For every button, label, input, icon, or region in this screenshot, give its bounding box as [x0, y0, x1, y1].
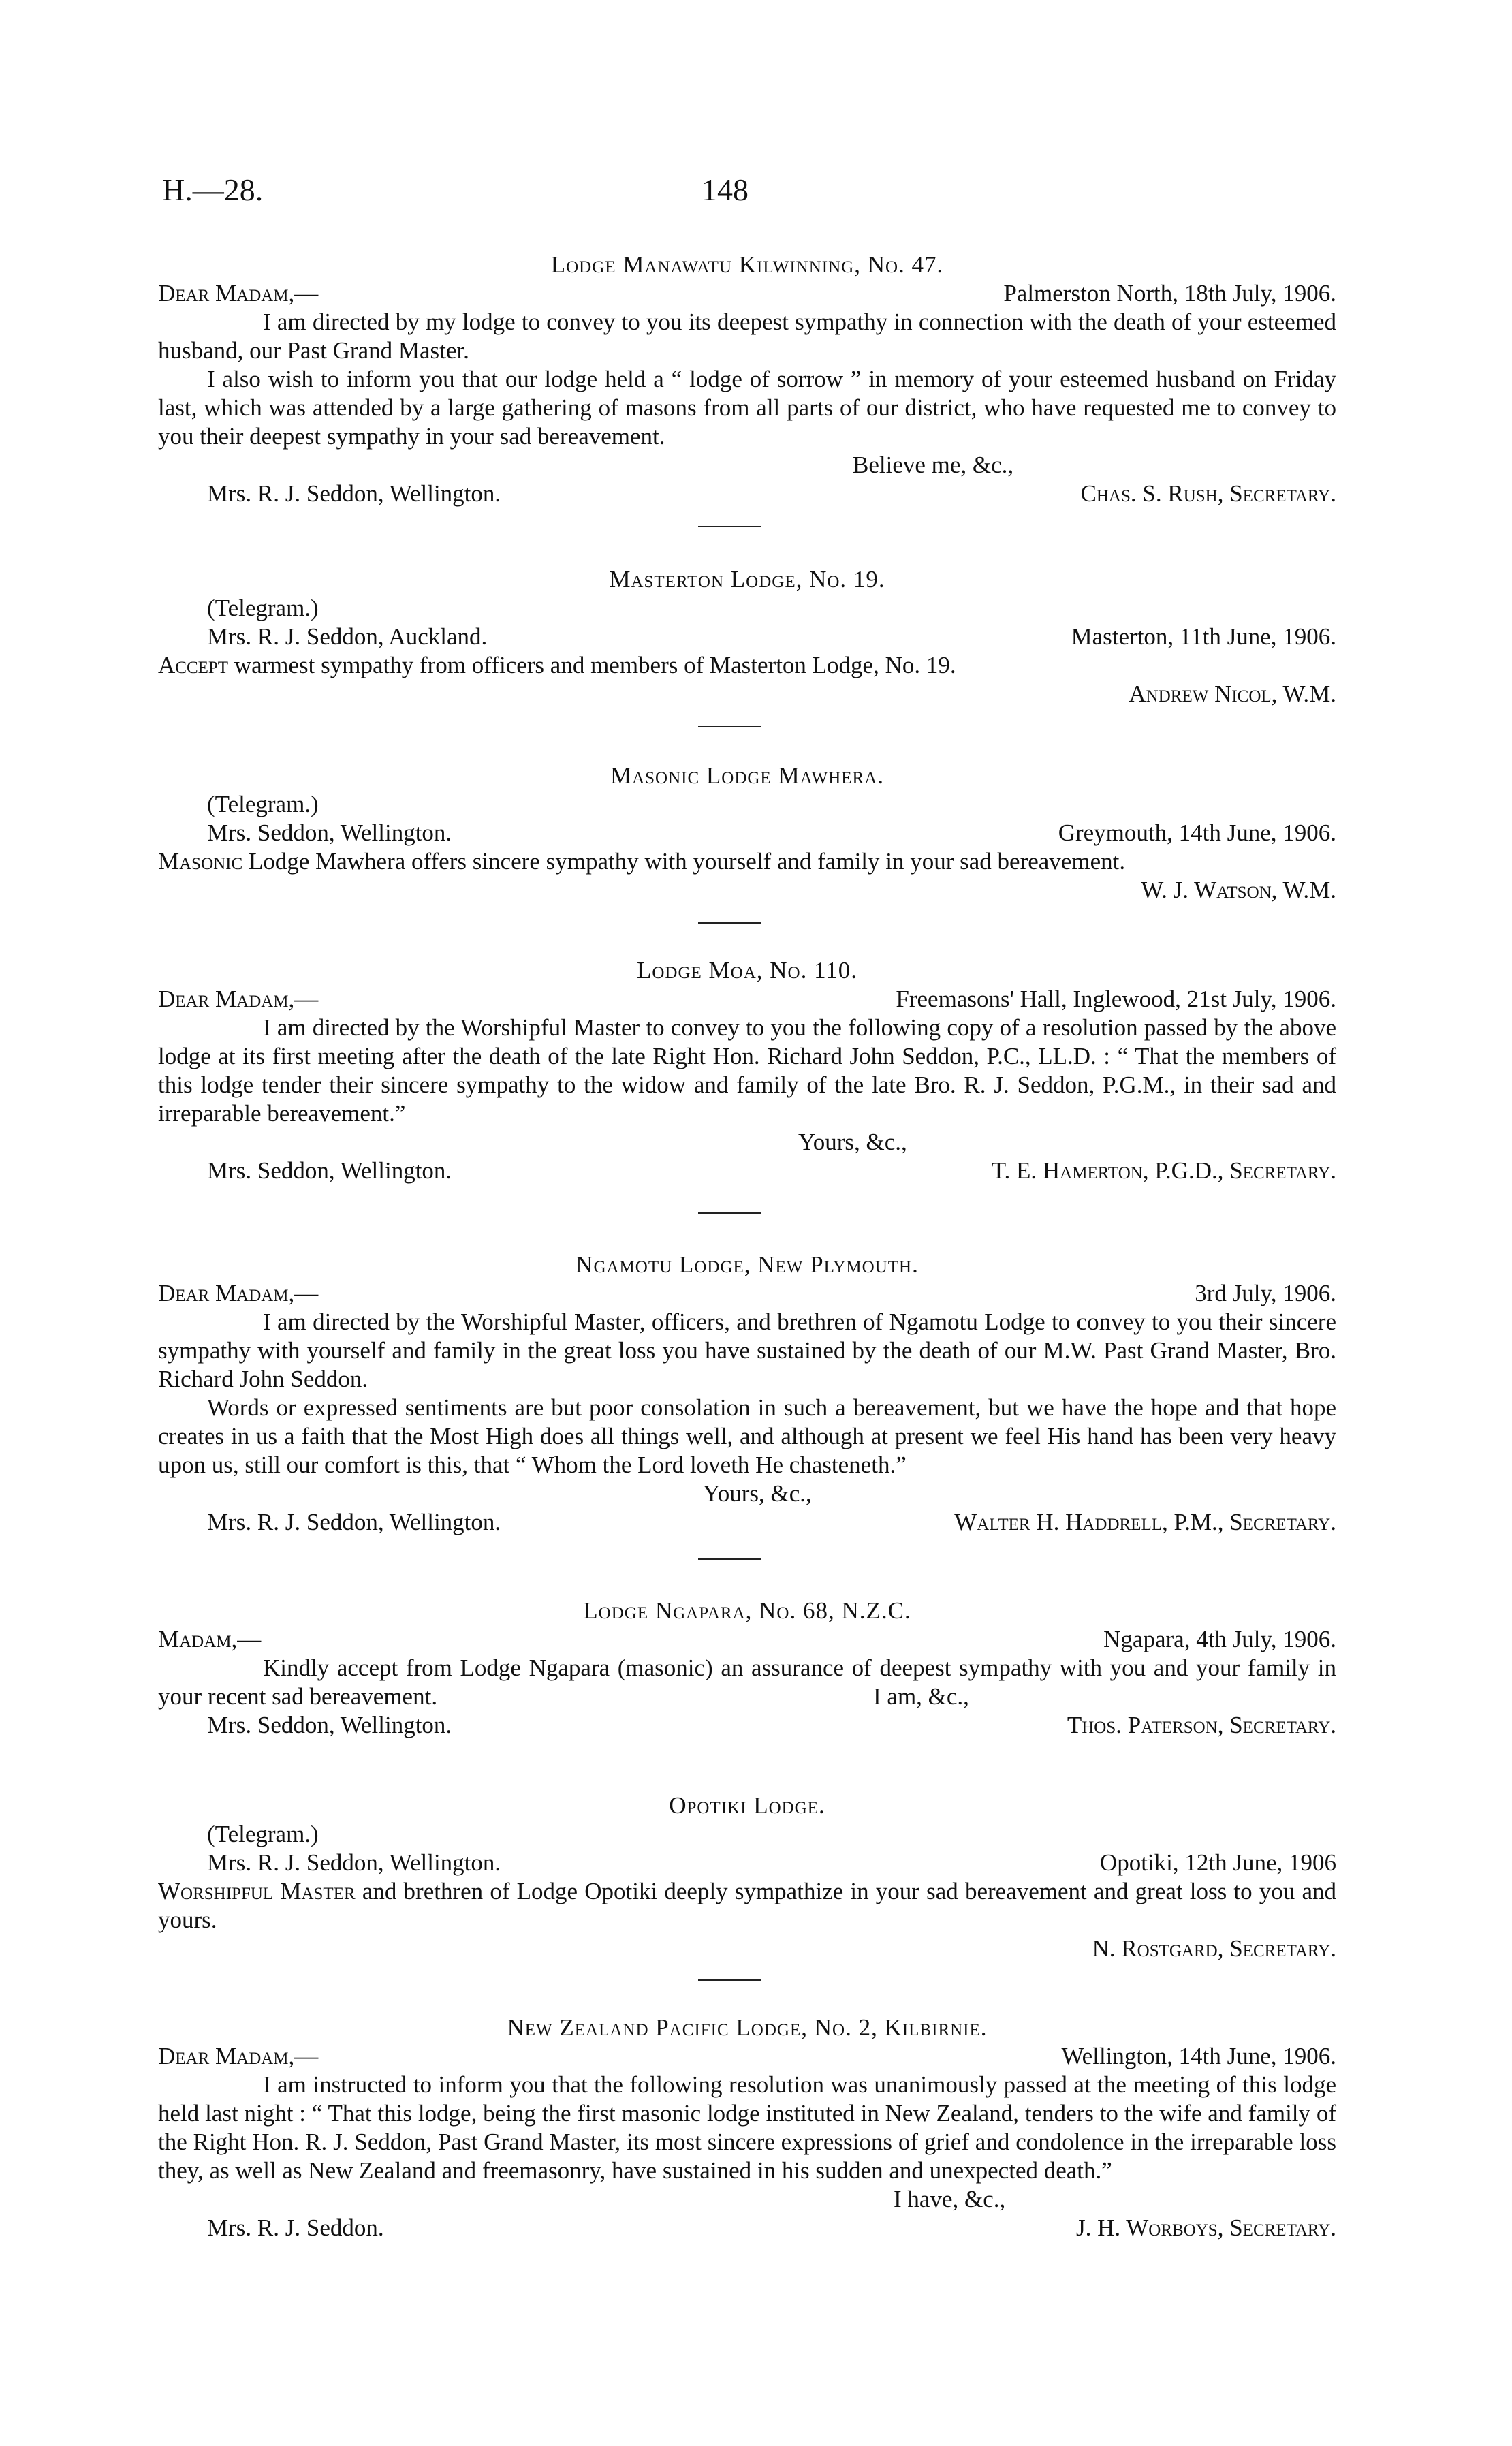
section-divider [698, 526, 761, 527]
salutation: Dear Madam,— [158, 1280, 319, 1306]
telegram-label: (Telegram.) [207, 595, 319, 621]
signature: Chas. S. Rush, Secretary. [1080, 480, 1336, 507]
lead-word: Accept [158, 652, 229, 678]
addressee: Mrs. Seddon, Wellington. [207, 1157, 452, 1184]
letter-opotiki-lodge [158, 1791, 1336, 1963]
section-divider [698, 726, 761, 727]
signature: Andrew Nicol, W.M. [1129, 680, 1336, 707]
place-date: Masterton, 11th June, 1906. [1071, 623, 1336, 650]
body-paragraph: Kindly accept from Lodge Ngapara (masonic) an assurance of deepest sympathy with you and your family in your recent sad bereavement. [158, 1655, 1336, 1710]
body-paragraph: I am directed by my lodge to convey to you its deepest sympathy in connection with the death of your esteemed husband, our Past Grand Master. [158, 309, 1336, 364]
telegram-label: (Telegram.) [207, 1821, 319, 1847]
telegram-body: warmest sympathy from officers and members of Masterton Lodge, No. 19. [234, 652, 956, 678]
signature: N. Rostgard, Secretary. [1092, 1935, 1336, 1962]
page-number: 148 [702, 172, 749, 207]
addressee: Mrs. R. J. Seddon, Wellington. [207, 1509, 501, 1535]
salutation: Dear Madam,— [158, 280, 319, 307]
addressee: Mrs. R. J. Seddon, Wellington. [207, 480, 501, 507]
place-date: Palmerston North, 18th July, 1906. [1003, 280, 1336, 307]
place-date: 3rd July, 1906. [1195, 1280, 1336, 1306]
place-date: Wellington, 14th June, 1906. [1061, 2043, 1336, 2069]
addressee: Mrs. R. J. Seddon, Auckland. [207, 623, 488, 650]
salutation: Dear Madam,— [158, 986, 319, 1012]
section-heading: Opotiki Lodge. [669, 1792, 825, 1819]
letter-lodge-moa [158, 956, 1336, 1185]
signature: J. H. Worboys, Secretary. [1076, 2214, 1336, 2241]
closing: I am, &c., [873, 1683, 969, 1710]
place-date: Greymouth, 14th June, 1906. [1058, 819, 1336, 846]
salutation: Dear Madam,— [158, 2043, 319, 2069]
telegram-body: and brethren of Lodge Opotiki deeply sympathize in your sad bereavement and great loss to you and yours. [158, 1878, 1337, 1933]
section-heading: Lodge Manawatu Kilwinning, No. 47. [550, 251, 944, 278]
telegram-label: (Telegram.) [207, 791, 319, 817]
closing: I have, &c., [894, 2186, 1006, 2212]
lead-word: Worshipful Master [158, 1878, 356, 1904]
letter-nz-pacific-lodge [158, 2013, 1336, 2242]
body-paragraph: Words or expressed sentiments are but poor consolation in such a bereavement, but we have the hope and that hope creates in us a faith that the Most High does all things well, and although at present we feel His hand has been very heavy upon us, still our comfort is this, that “ Whom the Lord loveth He chasteneth.” [158, 1394, 1336, 1478]
section-divider [698, 1558, 761, 1560]
place-date: Opotiki, 12th June, 1906 [1099, 1849, 1336, 1876]
signature: T. E. Hamerton, P.G.D., Secretary. [991, 1157, 1336, 1184]
letter-masterton-lodge [158, 565, 1336, 708]
lead-word: Masonic [158, 848, 243, 875]
section-divider [698, 922, 761, 924]
signature: Thos. Paterson, Secretary. [1067, 1712, 1336, 1738]
closing: Yours, &c., [703, 1480, 812, 1507]
letter-masonic-lodge-mawhera [158, 762, 1336, 905]
section-heading: Masonic Lodge Mawhera. [610, 762, 885, 789]
letter-lodge-manawatu [158, 251, 1336, 508]
addressee: Mrs. R. J. Seddon, Wellington. [207, 1849, 501, 1876]
place-date: Ngapara, 4th July, 1906. [1103, 1626, 1336, 1652]
section-divider [698, 1979, 761, 1981]
addressee: Mrs. Seddon, Wellington. [207, 1712, 452, 1738]
signature: Walter H. Haddrell, P.M., Secretary. [954, 1509, 1336, 1535]
section-heading: Masterton Lodge, No. 19. [609, 566, 885, 593]
section-heading: Ngamotu Lodge, New Plymouth. [576, 1251, 919, 1278]
section-divider [698, 1212, 761, 1214]
closing: Believe me, &c., [853, 452, 1014, 478]
body-paragraph: I am instructed to inform you that the following resolution was unanimously passed at the meeting of this lodge held last night : “ That this lodge, being the first masonic lodge instituted in New Zealand, tenders to the wife and family of the Right Hon. R. J. Seddon, Past Grand Master, its most sincere expressions of grief and condolence in the irreparable loss they, as well as New Zealand and freemasonry, have sustained in his sudden and unexpected death.” [158, 2071, 1336, 2184]
body-paragraph: I am directed by the Worshipful Master, officers, and brethren of Ngamotu Lodge to convey to you their sincere sympathy with yourself and family in the great loss you have sustained by the death of our M.W. Past Grand Master, Bro. Richard John Seddon. [158, 1308, 1336, 1392]
section-heading: Lodge Moa, No. 110. [636, 957, 858, 984]
telegram-body: Lodge Mawhera offers sincere sympathy with yourself and family in your sad bereavement. [248, 848, 1126, 875]
salutation: Madam,— [158, 1626, 262, 1652]
body-paragraph: I am directed by the Worshipful Master to convey to you the following copy of a resolution passed by the above lodge at its first meeting after the death of the late Right Hon. Richard John Seddon, P.C., LL.D. : “ That the members of this lodge tender their sincere sympathy to the widow and family of the late Bro. R. J. Seddon, P.G.M., in their sad and irreparable bereavement.” [158, 1014, 1336, 1127]
place-date: Freemasons' Hall, Inglewood, 21st July, 1906. [896, 986, 1336, 1012]
signature: W. J. Watson, W.M. [1141, 877, 1336, 903]
closing: Yours, &c., [798, 1129, 907, 1155]
section-heading: Lodge Ngapara, No. 68, N.Z.C. [583, 1597, 911, 1624]
letter-lodge-ngapara [158, 1597, 1336, 1740]
addressee: Mrs. R. J. Seddon. [207, 2214, 384, 2241]
section-heading: New Zealand Pacific Lodge, No. 2, Kilbirnie. [507, 2014, 988, 2041]
document-reference: H.—28. [162, 172, 264, 207]
body-paragraph: I also wish to inform you that our lodge held a “ lodge of sorrow ” in memory of your esteemed husband on Friday last, which was attended by a large gathering of masons from all parts of our district, who have requested me to convey to you their deepest sympathy in your sad bereavement. [158, 366, 1336, 450]
addressee: Mrs. Seddon, Wellington. [207, 819, 452, 846]
letter-ngamotu-lodge [158, 1251, 1336, 1537]
